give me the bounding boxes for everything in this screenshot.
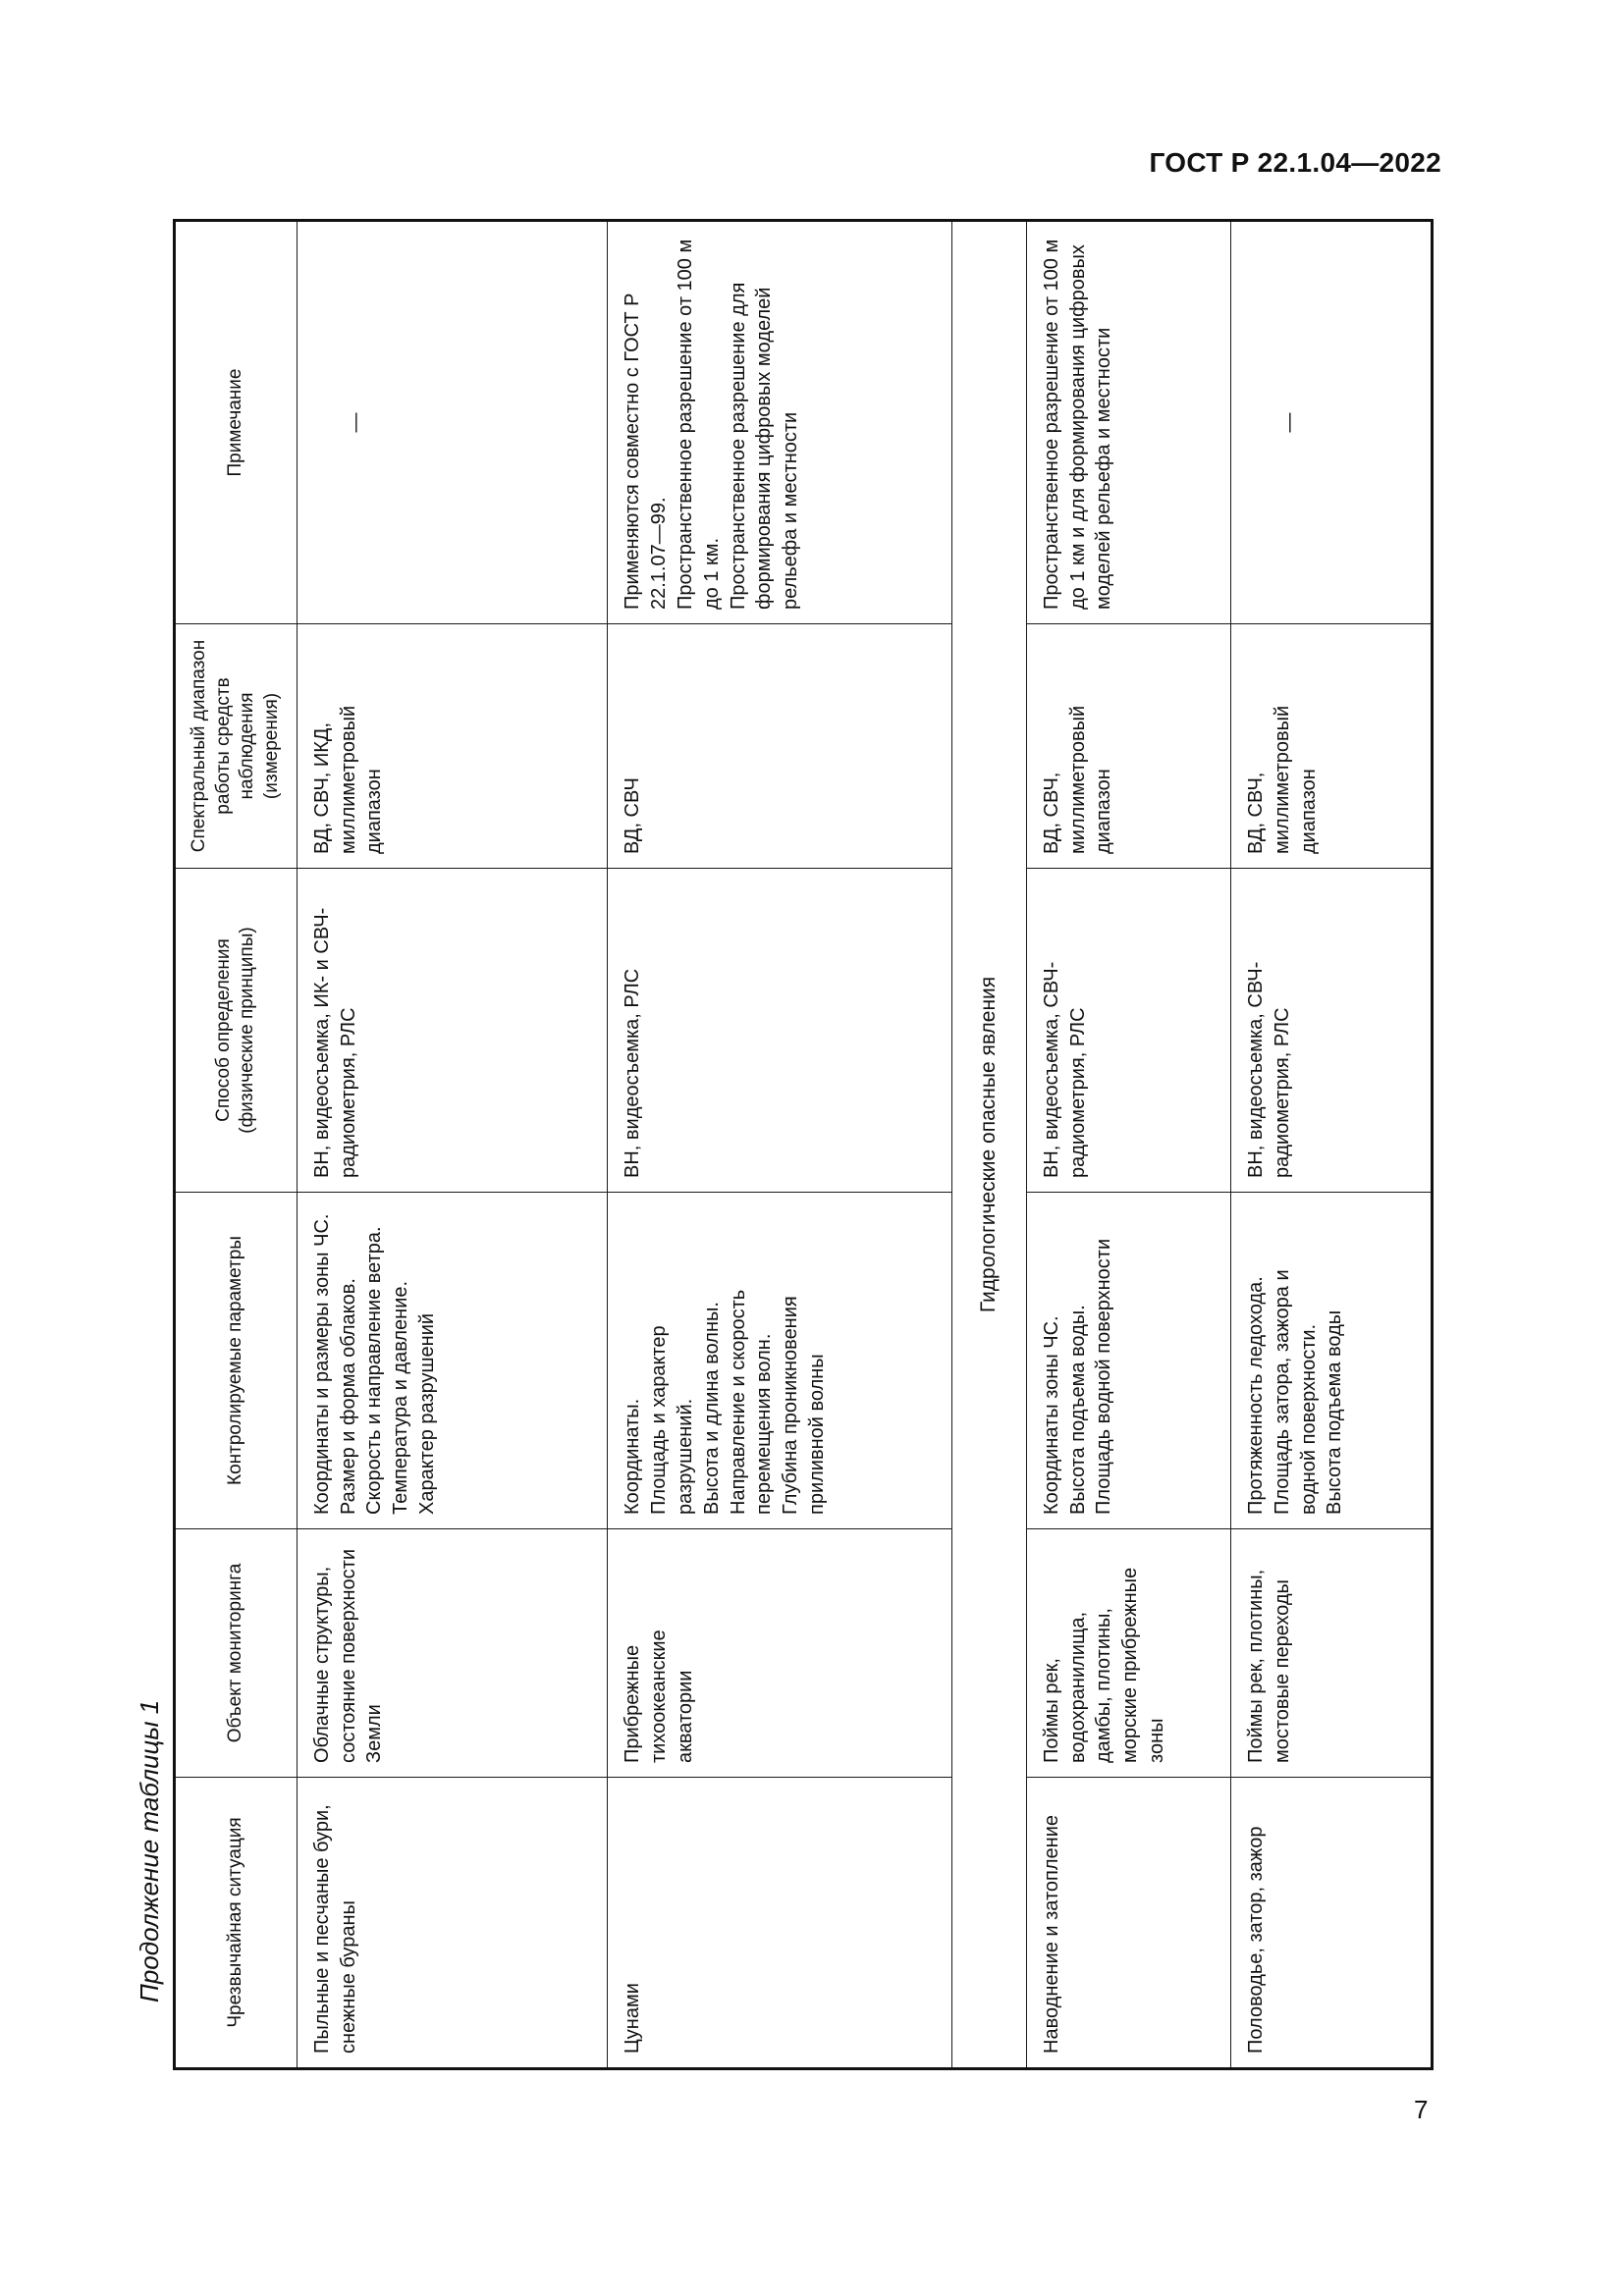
parameter-line: Размер и форма облаков. — [337, 1278, 359, 1515]
col-header-spectrum: Спектральный диапазон работы средств наблюдения (измерения) — [175, 624, 298, 869]
parameter-line: Площадь водной поверхности — [1093, 1238, 1115, 1515]
parameter-line: Температура и давление. — [390, 1280, 412, 1515]
cell-note: — — [1230, 221, 1432, 624]
cell-spectrum: ВД, СВЧ, ИКД, миллиметровый диапазон — [297, 624, 608, 869]
note-line: Пространственное разрешение от 100 м до 1 км. — [675, 239, 723, 610]
cell-method: ВН, видеосъемка, РЛС — [608, 869, 951, 1193]
table-row — [1026, 221, 1230, 2069]
parameter-line: Координаты и размеры зоны ЧС. — [310, 1213, 333, 1515]
col-header-note: Примечание — [175, 221, 298, 624]
cell-parameters — [1026, 1193, 1230, 1529]
table-header-row — [175, 221, 298, 2069]
parameter-line: Направление и скорость перемещения волн. — [727, 1289, 776, 1515]
note-line: Пространственное разрешение для формирования цифровых моделей рельефа и местности — [727, 282, 802, 610]
standard-designation: ГОСТ Р 22.1.04—2022 — [1149, 147, 1441, 178]
table-row — [608, 221, 951, 2069]
cell-spectrum: ВД, СВЧ — [608, 624, 951, 869]
parameter-line: Характер разрушений — [415, 1312, 438, 1515]
col-header-situation: Чрезвычайная ситуация — [175, 1778, 298, 2069]
cell-object: Прибрежные тихоокеанские акватории — [608, 1529, 951, 1778]
cell-parameters — [297, 1193, 608, 1529]
cell-spectrum: ВД, СВЧ, миллиметровый диапазон — [1026, 624, 1230, 869]
cell-method: ВН, видеосъемка, СВЧ-радиометрия, РЛС — [1230, 869, 1432, 1193]
table-row — [1230, 221, 1432, 2069]
cell-situation: Цунами — [608, 1778, 951, 2069]
parameter-line: Координаты зоны ЧС. — [1040, 1315, 1062, 1515]
parameter-line: Высота и длина волны. — [700, 1302, 723, 1515]
table-continuation-caption: Продолжение таблицы 1 — [135, 1699, 164, 2002]
rotated-table-container — [173, 222, 1434, 2070]
cell-note: — — [297, 221, 608, 624]
table-row — [297, 221, 608, 2069]
cell-situation: Половодье, затор, зажор — [1230, 1778, 1432, 2069]
parameter-line: Площадь и характер разрушений. — [648, 1325, 697, 1515]
col-header-method: Способ определения (физические принципы) — [175, 869, 298, 1193]
parameter-line: Протяженность ледохода. — [1244, 1276, 1267, 1515]
cell-parameters — [608, 1193, 951, 1529]
col-header-object: Объект мониторинга — [175, 1529, 298, 1778]
cell-note: Пространственное разрешение от 100 м до 1 км и для формирования цифровых моделей рельефа и местности — [1026, 221, 1230, 624]
col-header-parameters: Контролируемые параметры — [175, 1193, 298, 1529]
section-header-row — [951, 221, 1026, 2069]
page-number: 7 — [1414, 2095, 1429, 2124]
parameter-line: Координаты. — [622, 1398, 644, 1515]
parameter-line: Скорость и направление ветра. — [363, 1226, 386, 1515]
cell-spectrum: ВД, СВЧ, миллиметровый диапазон — [1230, 624, 1432, 869]
section-title: Гидрологические опасные явления — [951, 221, 1026, 2069]
parameter-line: Площадь затора, зажора и водной поверхности. — [1271, 1269, 1320, 1515]
cell-parameters — [1230, 1193, 1432, 1529]
cell-situation: Пыльные и песчаные бури, снежные бураны — [297, 1778, 608, 2069]
cell-method: ВН, видеосъемка, ИК- и СВЧ-радиометрия, РЛС — [297, 869, 608, 1193]
cell-object: Облачные структуры, состояние поверхности Земли — [297, 1529, 608, 1778]
cell-method: ВН, видеосъемка, СВЧ-радиометрия, РЛС — [1026, 869, 1230, 1193]
cell-object: Поймы рек, плотины, мостовые переходы — [1230, 1529, 1432, 1778]
parameter-line: Высота подъема воды. — [1066, 1305, 1089, 1515]
parameter-line: Высота подъема воды — [1324, 1309, 1346, 1515]
cell-object: Поймы рек, водохранилища, дамбы, плотины, морские прибрежные зоны — [1026, 1529, 1230, 1778]
parameter-line: Глубина проникновения приливной волны — [780, 1296, 829, 1515]
monitoring-table — [173, 219, 1434, 2070]
cell-situation: Наводнение и затопление — [1026, 1778, 1230, 2069]
note-line: Применяются совместно с ГОСТ Р 22.1.07—99. — [622, 293, 671, 610]
cell-note — [608, 221, 951, 624]
